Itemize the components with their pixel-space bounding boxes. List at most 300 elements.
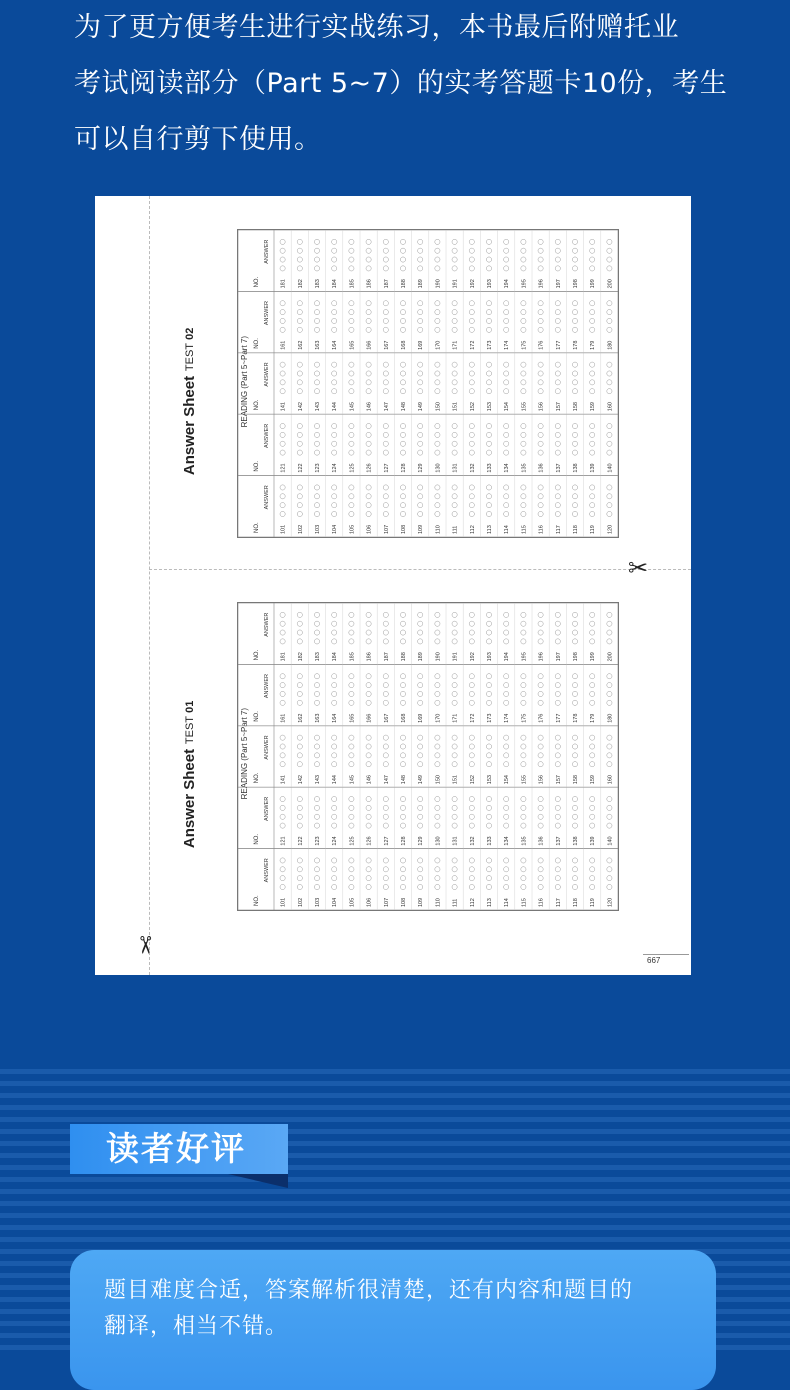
answer-bubble: [452, 318, 457, 323]
question-number: 163: [315, 713, 321, 723]
answer-bubble: [572, 318, 577, 323]
answer-bubble: [418, 805, 423, 810]
answer-bubble: [349, 318, 354, 323]
answer-bubble: [504, 683, 509, 688]
answer-bubble: [486, 858, 491, 863]
answer-bubble: [521, 450, 526, 455]
answer-bubble: [504, 432, 509, 437]
answer-bubble: [280, 389, 285, 394]
answer-bubble: [572, 683, 577, 688]
answer-bubble: [469, 735, 474, 740]
answer-bubble: [590, 318, 595, 323]
answer-bubble: [280, 805, 285, 810]
question-number: 134: [504, 836, 511, 846]
answer-bubble: [332, 423, 337, 428]
answer-bubble: [349, 735, 354, 740]
answer-bubble: [332, 380, 337, 385]
answer-bubble: [435, 796, 440, 801]
question-number: 143: [315, 775, 321, 785]
answer-bubble: [607, 735, 612, 740]
question-number: 123: [315, 836, 321, 846]
answer-bubble: [521, 735, 526, 740]
answer-bubble: [452, 735, 457, 740]
answer-bubble: [555, 814, 560, 819]
answer-bubble: [349, 503, 354, 508]
answer-bubble: [504, 257, 509, 262]
answer-bubble: [469, 814, 474, 819]
answer-bubble: [521, 380, 526, 385]
question-number: 145: [349, 775, 356, 785]
answer-bubble: [607, 257, 612, 262]
answer-bubble: [280, 858, 285, 863]
answer-bubble: [332, 389, 337, 394]
answer-bubble: [280, 310, 285, 315]
answer-bubble: [590, 612, 595, 617]
sheet-title-test-01: [181, 701, 199, 848]
answer-bubble: [400, 511, 405, 516]
question-number: 152: [469, 775, 476, 785]
answer-bubble: [280, 612, 285, 617]
question-number: 193: [487, 279, 493, 289]
question-number: 156: [538, 402, 545, 412]
question-number: 135: [521, 836, 528, 846]
answer-bubble: [280, 823, 285, 828]
answer-bubble: [314, 867, 319, 872]
answer-bubble: [469, 441, 474, 446]
answer-bubble: [400, 612, 405, 617]
answer-bubble: [607, 691, 612, 696]
answer-bubble: [314, 683, 319, 688]
answer-bubble: [280, 327, 285, 332]
answer-bubble: [332, 823, 337, 828]
test-label: TEST 01: [184, 701, 196, 745]
question-number: 181: [280, 652, 287, 662]
question-number: 130: [435, 463, 442, 473]
answer-bubble: [418, 700, 423, 705]
answer-bubble: [538, 884, 543, 889]
answer-bubble: [572, 639, 577, 644]
answer-bubble: [349, 485, 354, 490]
answer-bubble: [366, 423, 371, 428]
answer-bubble: [607, 441, 612, 446]
question-number: 101: [280, 897, 287, 907]
answer-bubble: [366, 450, 371, 455]
question-number: 197: [555, 279, 562, 289]
question-number: 129: [418, 463, 425, 473]
answer-bubble: [452, 683, 457, 688]
answer-bubble: [521, 867, 526, 872]
intro-line-1: 为了更方便考生进行实战练习，本书最后附赠托业: [74, 12, 679, 43]
answer-bubble: [349, 630, 354, 635]
answer-bubble: [435, 485, 440, 490]
question-number: 182: [297, 652, 304, 662]
answer-bubble: [504, 805, 509, 810]
review-text: [104, 1273, 694, 1345]
answer-bubble: [486, 494, 491, 499]
question-number: 101: [280, 524, 287, 534]
answer-bubble: [332, 700, 337, 705]
answer-bubble: [590, 683, 595, 688]
answer-bubble: [418, 867, 423, 872]
answer-bubble: [435, 371, 440, 376]
answer-bubble: [297, 380, 302, 385]
answer-bubble: [607, 371, 612, 376]
answer-bubble: [469, 327, 474, 332]
answer-bubble: [590, 762, 595, 767]
answer-bubble: [366, 612, 371, 617]
answer-bubble: [486, 823, 491, 828]
answer-bubble: [418, 266, 423, 271]
answer-bubble: [555, 674, 560, 679]
answer-bubble: [435, 744, 440, 749]
answer-bubble: [504, 858, 509, 863]
answer-bubble: [452, 310, 457, 315]
answer-bubble: [314, 380, 319, 385]
answer-bubble: [366, 239, 371, 244]
answer-bubble: [314, 327, 319, 332]
answer-bubble: [504, 494, 509, 499]
answer-bubble: [314, 691, 319, 696]
answer-bubble: [314, 423, 319, 428]
question-number: 143: [315, 402, 321, 412]
question-number: 166: [366, 340, 373, 350]
answer-bubble: [418, 876, 423, 881]
answer-bubble: [314, 762, 319, 767]
question-number: 120: [607, 524, 614, 534]
answer-bubble: [297, 266, 302, 271]
answer-bubble: [297, 239, 302, 244]
answer-bubble: [521, 796, 526, 801]
answer-bubble: [521, 630, 526, 635]
answer-bubble: [486, 639, 491, 644]
answer-bubble: [504, 389, 509, 394]
answer-bubble: [538, 612, 543, 617]
answer-bubble: [555, 362, 560, 367]
answer-bubble: [418, 639, 423, 644]
question-number: 106: [366, 897, 373, 907]
page-number-rule: [643, 954, 689, 955]
answer-bubble: [452, 248, 457, 253]
answer-bubble: [400, 753, 405, 758]
answer-bubble: [418, 735, 423, 740]
question-number: 170: [435, 340, 442, 350]
answer-bubble: [314, 639, 319, 644]
answer-bubble: [590, 511, 595, 516]
answer-bubble: [314, 389, 319, 394]
answer-bubble: [486, 762, 491, 767]
answer-bubble: [555, 318, 560, 323]
answer-bubble: [469, 823, 474, 828]
answer-bubble: [607, 674, 612, 679]
answer-bubble: [349, 762, 354, 767]
answer-bubble: [435, 432, 440, 437]
question-number: 147: [383, 775, 390, 785]
answer-bubble: [400, 867, 405, 872]
sheet-title-text: Answer Sheet: [181, 748, 198, 849]
answer-bubble: [297, 612, 302, 617]
question-number: 181: [280, 279, 287, 289]
question-number: 115: [521, 525, 528, 534]
answer-bubble: [486, 884, 491, 889]
answer-bubble: [400, 485, 405, 490]
answer-bubble: [572, 814, 577, 819]
answer-bubble: [400, 362, 405, 367]
answer-bubble: [590, 735, 595, 740]
answer-bubble: [590, 389, 595, 394]
answer-bubble: [504, 867, 509, 872]
answer-bubble: [538, 310, 543, 315]
answer-bubble: [486, 301, 491, 306]
question-number: 139: [590, 463, 597, 473]
answer-bubble: [297, 630, 302, 635]
answer-bubble: [332, 318, 337, 323]
answer-bubble: [469, 621, 474, 626]
answer-bubble: [435, 762, 440, 767]
answer-bubble: [435, 310, 440, 315]
answer-bubble: [332, 266, 337, 271]
answer-bubble: [555, 494, 560, 499]
question-number: 129: [418, 836, 425, 846]
answer-bubble: [332, 301, 337, 306]
answer-bubble: [469, 683, 474, 688]
answer-bubble: [435, 266, 440, 271]
answer-bubble: [555, 805, 560, 810]
answer-bubble: [555, 700, 560, 705]
answer-bubble: [590, 432, 595, 437]
answer-bubble: [452, 327, 457, 332]
answer-bubble: [607, 762, 612, 767]
answer-bubble: [314, 362, 319, 367]
answer-bubble: [452, 503, 457, 508]
answer-bubble: [607, 630, 612, 635]
answer-bubble: [521, 700, 526, 705]
answer-bubble: [452, 805, 457, 810]
answer-bubble: [572, 239, 577, 244]
answer-bubble: [435, 735, 440, 740]
answer-bubble: [297, 735, 302, 740]
answer-bubble: [555, 858, 560, 863]
answer-bubble: [280, 762, 285, 767]
answer-bubble: [314, 239, 319, 244]
answer-bubble: [452, 762, 457, 767]
answer-bubble: [504, 744, 509, 749]
answer-bubble: [332, 691, 337, 696]
answer-bubble: [590, 796, 595, 801]
answer-bubble: [469, 876, 474, 881]
answer-bubble: [366, 639, 371, 644]
sheet-title-test-02: [181, 328, 199, 475]
answer-bubble: [418, 511, 423, 516]
question-number: 196: [538, 279, 545, 289]
answer-bubble: [469, 762, 474, 767]
question-number: 184: [332, 652, 339, 662]
answer-bubble: [486, 362, 491, 367]
answer-bubble: [572, 494, 577, 499]
answer-bubble: [469, 389, 474, 394]
answer-bubble: [400, 639, 405, 644]
no-label: NO.: [254, 649, 260, 661]
question-number: 165: [349, 713, 356, 723]
answer-bubble: [572, 362, 577, 367]
answer-bubble: [555, 511, 560, 516]
answer-bubble: [297, 301, 302, 306]
answer-bubble: [332, 450, 337, 455]
answer-bubble: [486, 744, 491, 749]
answer-bubble: [349, 511, 354, 516]
answer-bubble: [297, 674, 302, 679]
answer-bubble: [504, 621, 509, 626]
answer-bubble: [538, 867, 543, 872]
question-number: 200: [607, 652, 614, 662]
answer-bubble: [538, 858, 543, 863]
question-number: 107: [383, 524, 390, 534]
answer-bubble: [572, 257, 577, 262]
answer-bubble: [314, 257, 319, 262]
answer-bubble: [366, 494, 371, 499]
answer-bubble: [297, 248, 302, 253]
answer-bubble: [590, 858, 595, 863]
answer-bubble: [418, 257, 423, 262]
answer-bubble: [504, 674, 509, 679]
answer-bubble: [607, 362, 612, 367]
question-number: 161: [280, 340, 287, 350]
answer-bubble: [452, 612, 457, 617]
question-number: 151: [452, 402, 459, 412]
answer-bubble: [280, 639, 285, 644]
answer-bubble: [400, 239, 405, 244]
answer-bubble: [607, 639, 612, 644]
answer-bubble: [555, 744, 560, 749]
question-number: 163: [315, 340, 321, 350]
question-number: 105: [349, 524, 356, 534]
question-number: 196: [538, 652, 545, 662]
answer-bubble: [332, 876, 337, 881]
no-label: NO.: [254, 711, 260, 722]
answer-bubble: [280, 621, 285, 626]
answer-bubble: [521, 318, 526, 323]
answer-bubble: [572, 674, 577, 679]
answer-bubble: [555, 257, 560, 262]
question-number: 141: [280, 775, 287, 785]
question-number: 144: [332, 775, 339, 785]
answer-bubble: [521, 371, 526, 376]
answer-bubble: [486, 511, 491, 516]
section-label: READING (Part 5~Part 7): [240, 336, 249, 428]
answer-bubble: [435, 691, 440, 696]
answer-bubble: [314, 266, 319, 271]
answer-bubble: [366, 362, 371, 367]
answer-bubble: [469, 639, 474, 644]
answer-bubble: [538, 318, 543, 323]
answer-bubble: [572, 691, 577, 696]
answer-bubble: [590, 674, 595, 679]
answer-bubble: [452, 301, 457, 306]
answer-bubble: [538, 239, 543, 244]
answer-bubble: [297, 310, 302, 315]
answer-bubble: [607, 753, 612, 758]
question-number: 169: [418, 713, 425, 723]
answer-bubble: [349, 753, 354, 758]
answer-bubble: [607, 389, 612, 394]
answer-bubble: [383, 884, 388, 889]
answer-bubble: [538, 674, 543, 679]
answer-bubble: [607, 450, 612, 455]
question-number: 149: [418, 402, 425, 412]
cut-line-vertical: [149, 196, 150, 975]
answer-bubble: [469, 858, 474, 863]
answer-bubble: [452, 423, 457, 428]
question-number: 110: [435, 898, 442, 907]
answer-bubble: [572, 327, 577, 332]
answer-bubble: [521, 621, 526, 626]
question-number: 150: [435, 775, 442, 785]
answer-bubble: [469, 450, 474, 455]
answer-bubble: [435, 318, 440, 323]
answer-bubble: [332, 630, 337, 635]
question-number: 124: [332, 836, 339, 846]
answer-bubble: [332, 441, 337, 446]
answer-bubble: [383, 753, 388, 758]
question-number: 116: [538, 898, 545, 907]
answer-bubble: [383, 814, 388, 819]
question-number: 122: [297, 463, 304, 473]
answer-bubble: [504, 814, 509, 819]
answer-bubble: [452, 450, 457, 455]
answer-bubble: [383, 327, 388, 332]
answer-bubble: [314, 621, 319, 626]
answer-bubble: [469, 432, 474, 437]
question-number: 194: [504, 652, 511, 662]
answer-bubble: [418, 630, 423, 635]
question-number: 195: [521, 652, 528, 662]
answer-bubble: [314, 700, 319, 705]
answer-bubble: [418, 858, 423, 863]
answer-bubble: [383, 612, 388, 617]
answer-bubble: [366, 380, 371, 385]
answer-bubble: [607, 248, 612, 253]
answer-bubble: [521, 423, 526, 428]
answer-bubble: [435, 494, 440, 499]
question-number: 152: [469, 402, 476, 412]
answer-bubble: [349, 441, 354, 446]
answer-bubble: [383, 310, 388, 315]
answer-bubble: [555, 621, 560, 626]
answer-bubble: [314, 674, 319, 679]
answer-bubble: [400, 494, 405, 499]
answer-bubble: [555, 450, 560, 455]
answer-bubble: [314, 753, 319, 758]
answer-bubble: [366, 762, 371, 767]
answer-bubble: [572, 450, 577, 455]
answer-bubble: [504, 691, 509, 696]
question-number: 159: [590, 402, 597, 412]
question-number: 187: [383, 279, 390, 289]
answer-bubble: [366, 318, 371, 323]
question-number: 102: [297, 897, 304, 907]
question-number: 199: [590, 652, 597, 662]
answer-bubble: [469, 318, 474, 323]
question-number: 117: [555, 525, 562, 534]
answer-bubble: [383, 485, 388, 490]
answer-bubble: [607, 876, 612, 881]
answer-bubble: [400, 876, 405, 881]
question-number: 130: [435, 836, 442, 846]
answer-bubble: [452, 380, 457, 385]
answer-bubble: [572, 503, 577, 508]
answer-bubble: [555, 683, 560, 688]
answer-bubble: [332, 503, 337, 508]
answer-bubble: [297, 511, 302, 516]
